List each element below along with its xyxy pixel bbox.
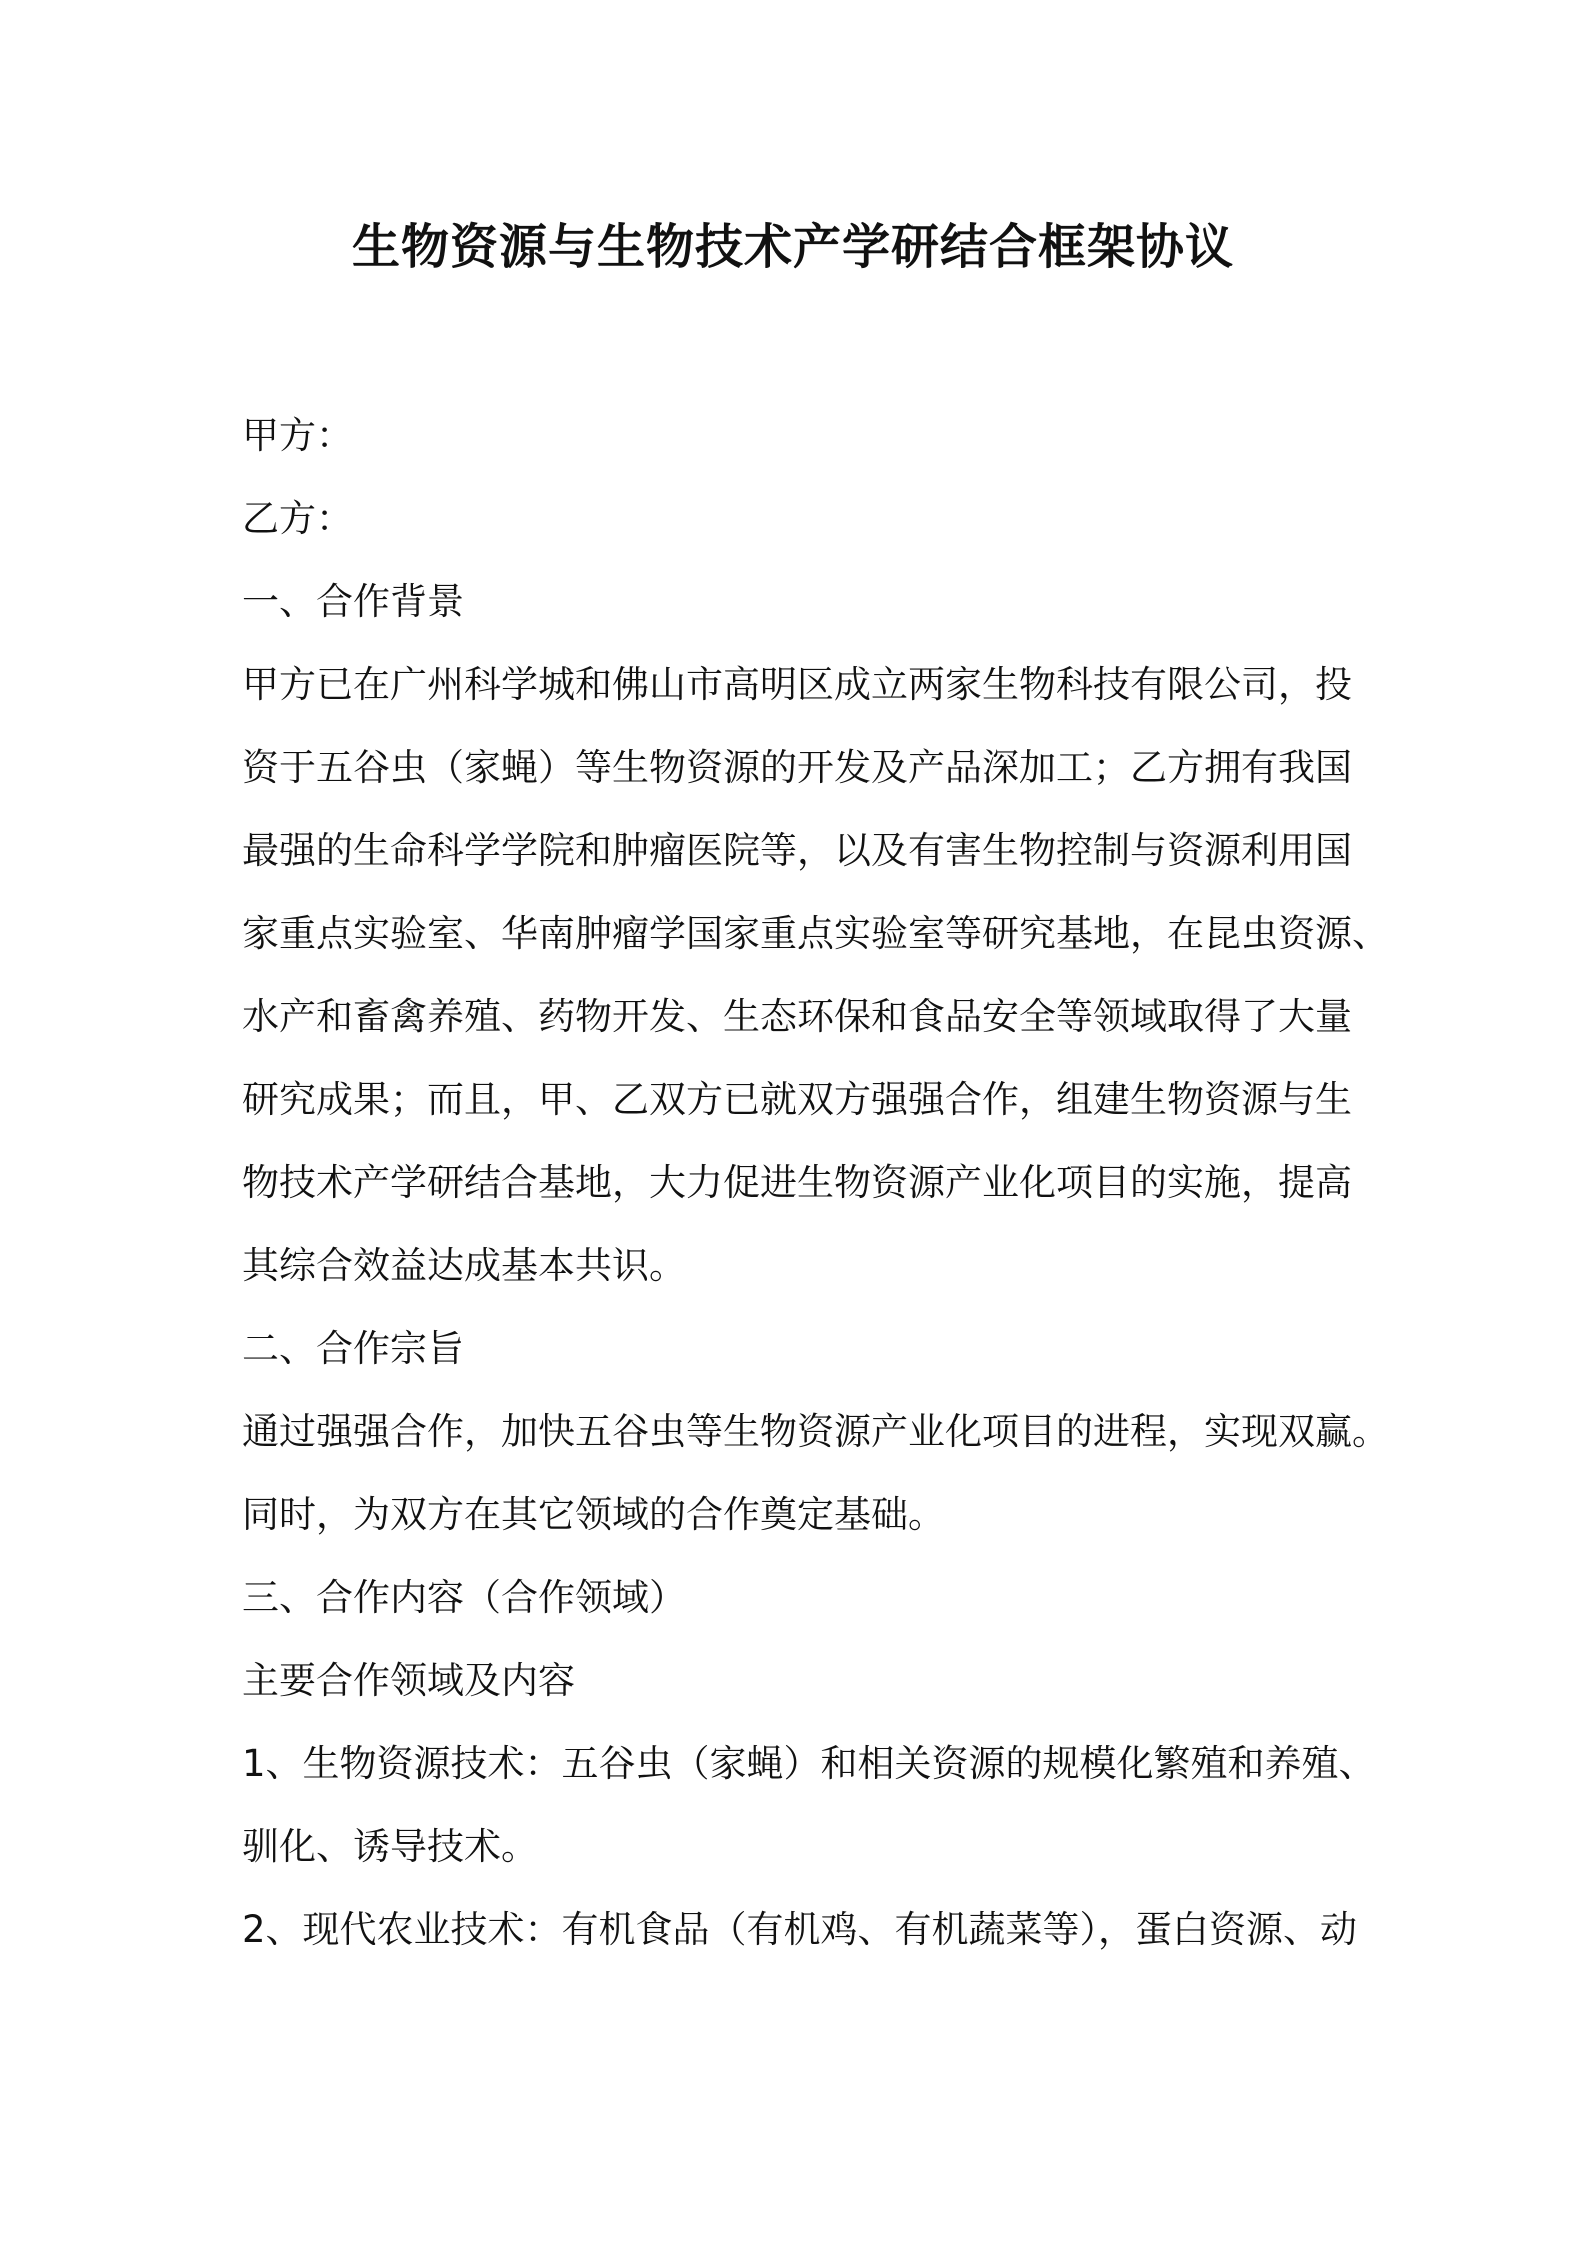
paragraph-line: 家重点实验室、华南肿瘤学国家重点实验室等研究基地，在昆虫资源、 (242, 912, 1389, 955)
paragraph-line: 通过强强合作，加快五谷虫等生物资源产业化项目的进程，实现双赢。 (242, 1410, 1389, 1453)
party-b-label: 乙方： (242, 497, 353, 540)
party-a-label: 甲方： (242, 414, 353, 457)
paragraph-line: 资于五谷虫（家蝇）等生物资源的开发及产品深加工；乙方拥有我国 (242, 746, 1352, 789)
paragraph-line: 甲方已在广州科学城和佛山市高明区成立两家生物科技有限公司，投 (242, 663, 1352, 706)
document-title: 生物资源与生物技术产学研结合框架协议 (351, 219, 1234, 275)
paragraph-line: 研究成果；而且，甲、乙双方已就双方强强合作，组建生物资源与生 (242, 1078, 1352, 1121)
section-heading-content: 三、合作内容（合作领域） (242, 1576, 686, 1619)
paragraph-line: 最强的生命科学学院和肿瘤医院等，以及有害生物控制与资源利用国 (242, 829, 1352, 872)
paragraph-line: 同时，为双方在其它领域的合作奠定基础。 (242, 1493, 945, 1536)
list-item: 1、生物资源技术：五谷虫（家蝇）和相关资源的规模化繁殖和养殖、 (242, 1742, 1376, 1785)
paragraph-line: 水产和畜禽养殖、药物开发、生态环保和食品安全等领域取得了大量 (242, 995, 1352, 1038)
paragraph-line: 其综合效益达成基本共识。 (242, 1244, 686, 1287)
section-heading-background: 一、合作背景 (242, 580, 464, 623)
list-item-continuation: 驯化、诱导技术。 (242, 1825, 538, 1868)
section-heading-purpose: 二、合作宗旨 (242, 1327, 464, 1370)
paragraph-line: 物技术产学研结合基地，大力促进生物资源产业化项目的实施，提高 (242, 1161, 1352, 1204)
list-item: 2、现代农业技术：有机食品（有机鸡、有机蔬菜等），蛋白资源、动 (242, 1908, 1358, 1951)
subheading: 主要合作领域及内容 (242, 1659, 575, 1702)
